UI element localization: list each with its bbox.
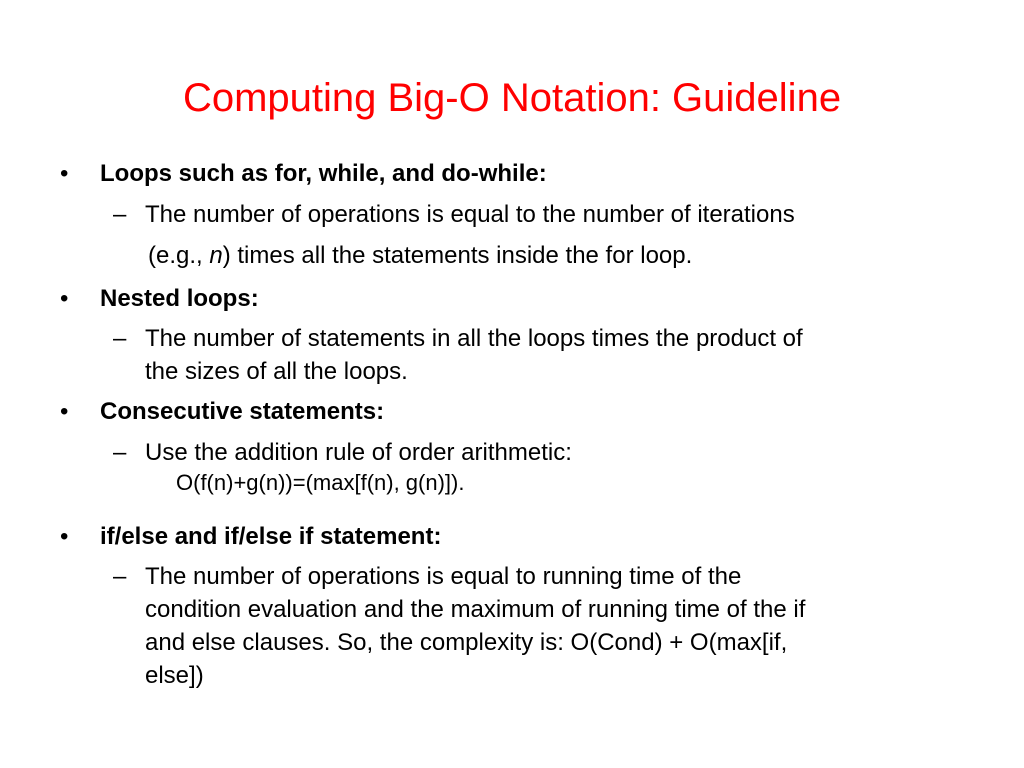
sub-item-text: condition evaluation and the maximum of running time of the if: [145, 596, 806, 623]
sub-item-continuation: [148, 242, 692, 270]
bullet-marker: •: [60, 285, 69, 312]
section-heading-consecutive: Consecutive statements:: [100, 398, 385, 425]
sub-item-text: and else clauses. So, the complexity is: O(Cond) + O(max[if,: [145, 629, 788, 656]
sub-item-text: else]): [145, 662, 204, 689]
dash-marker: –: [113, 439, 127, 466]
bullet-marker: •: [60, 523, 69, 550]
dash-marker: –: [113, 325, 127, 352]
sub-item-text-part: ) times all the statements inside the for loop.: [222, 242, 693, 269]
sub-item-text-part: (e.g.,: [148, 242, 210, 269]
sub-item-text: the sizes of all the loops.: [145, 358, 408, 385]
sub-item-text: The number of operations is equal to running time of the: [145, 563, 742, 590]
bullet-marker: •: [60, 160, 69, 187]
slide-title: Computing Big-O Notation: Guideline: [182, 76, 842, 120]
dash-marker: –: [113, 563, 127, 590]
variable-n: n: [209, 242, 223, 269]
addition-rule-formula: O(f(n)+g(n))=(max[f(n), g(n)]).: [176, 470, 465, 495]
dash-marker: –: [113, 201, 127, 228]
bullet-marker: •: [60, 398, 69, 425]
sub-item-text: The number of statements in all the loops times the product of: [145, 325, 803, 352]
section-heading-if-else: if/else and if/else if statement:: [100, 523, 442, 550]
section-heading-nested-loops: Nested loops:: [100, 285, 259, 312]
section-heading-loops: Loops such as for, while, and do-while:: [100, 160, 547, 187]
sub-item-text: The number of operations is equal to the number of iterations: [145, 201, 795, 228]
sub-item-text: Use the addition rule of order arithmetic:: [145, 439, 572, 466]
